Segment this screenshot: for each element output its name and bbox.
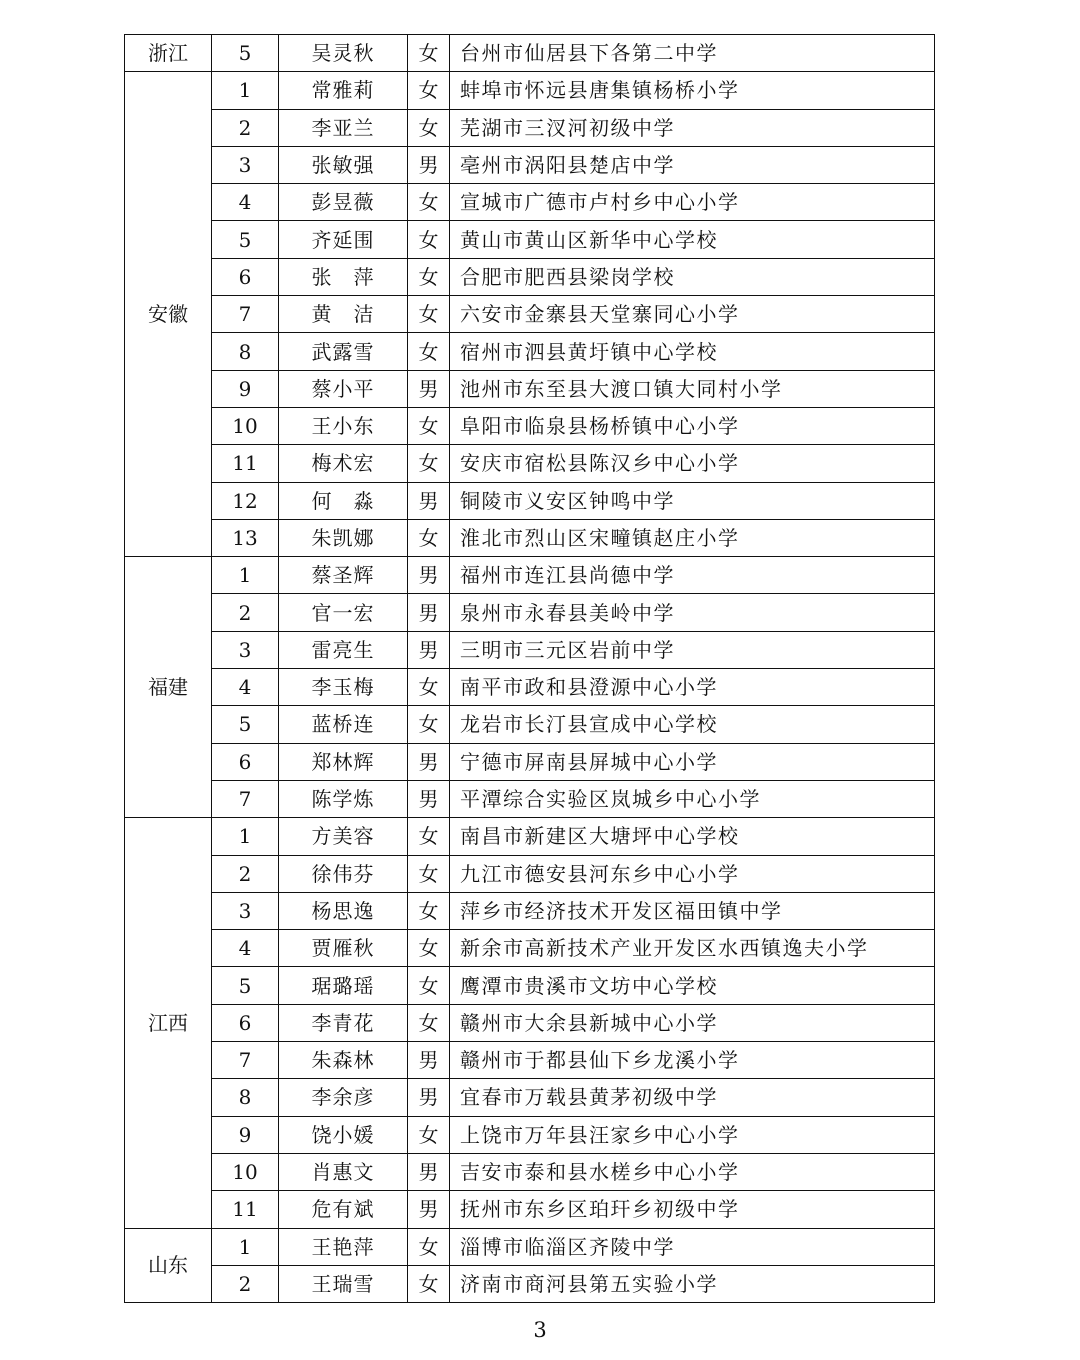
number-cell: 11 — [212, 1191, 279, 1228]
table-row — [125, 930, 935, 967]
sex-cell: 女 — [408, 1116, 450, 1153]
table-row — [125, 780, 935, 817]
table-row — [125, 557, 935, 594]
roster-body — [125, 35, 935, 1303]
number-cell: 1 — [212, 1228, 279, 1265]
page-number: 3 — [533, 1318, 547, 1342]
name-cell: 蓝桥连 — [279, 706, 408, 743]
table-row — [125, 370, 935, 407]
table-row — [125, 818, 935, 855]
sex-cell: 男 — [408, 370, 450, 407]
number-cell: 3 — [212, 892, 279, 929]
sex-cell: 女 — [408, 258, 450, 295]
name-cell: 陈学炼 — [279, 780, 408, 817]
number-cell: 9 — [212, 1116, 279, 1153]
name-cell: 常雅莉 — [279, 72, 408, 109]
school-cell: 宜春市万载县黄茅初级中学 — [450, 1079, 935, 1116]
number-cell: 3 — [212, 631, 279, 668]
sex-cell: 女 — [408, 333, 450, 370]
number-cell: 12 — [212, 482, 279, 519]
school-cell: 六安市金寨县天堂寨同心小学 — [450, 296, 935, 333]
school-cell: 安庆市宿松县陈汉乡中心小学 — [450, 445, 935, 482]
sex-cell: 女 — [408, 1228, 450, 1265]
table-row — [125, 855, 935, 892]
sex-cell: 女 — [408, 892, 450, 929]
sex-cell: 女 — [408, 109, 450, 146]
sex-cell: 男 — [408, 146, 450, 183]
table-row — [125, 184, 935, 221]
name-cell: 王艳萍 — [279, 1228, 408, 1265]
school-cell: 福州市连江县尚德中学 — [450, 557, 935, 594]
sex-cell: 男 — [408, 1042, 450, 1079]
number-cell: 9 — [212, 370, 279, 407]
sex-cell: 男 — [408, 1153, 450, 1190]
number-cell: 6 — [212, 743, 279, 780]
table-row — [125, 892, 935, 929]
table-row — [125, 967, 935, 1004]
province-cell: 福建 — [125, 557, 212, 818]
number-cell: 5 — [212, 967, 279, 1004]
sex-cell: 男 — [408, 1191, 450, 1228]
sex-cell: 男 — [408, 594, 450, 631]
table-row — [125, 706, 935, 743]
number-cell: 7 — [212, 780, 279, 817]
number-cell: 1 — [212, 818, 279, 855]
name-cell: 张敏强 — [279, 146, 408, 183]
table-row — [125, 669, 935, 706]
sex-cell: 女 — [408, 72, 450, 109]
name-cell: 朱凯娜 — [279, 519, 408, 556]
table-row — [125, 594, 935, 631]
school-cell: 济南市商河县第五实验小学 — [450, 1265, 935, 1302]
table-row — [125, 35, 935, 72]
sex-cell: 男 — [408, 482, 450, 519]
name-cell: 郑林辉 — [279, 743, 408, 780]
sex-cell: 男 — [408, 557, 450, 594]
school-cell: 宿州市泗县黄圩镇中心学校 — [450, 333, 935, 370]
table-row — [125, 221, 935, 258]
name-cell: 琚璐瑶 — [279, 967, 408, 1004]
sex-cell: 女 — [408, 967, 450, 1004]
table-row — [125, 407, 935, 444]
name-cell: 李亚兰 — [279, 109, 408, 146]
school-cell: 宣城市广德市卢村乡中心小学 — [450, 184, 935, 221]
school-cell: 九江市德安县河东乡中心小学 — [450, 855, 935, 892]
sex-cell: 女 — [408, 1265, 450, 1302]
number-cell: 5 — [212, 706, 279, 743]
sex-cell: 男 — [408, 631, 450, 668]
school-cell: 萍乡市经济技术开发区福田镇中学 — [450, 892, 935, 929]
table-row — [125, 258, 935, 295]
sex-cell: 女 — [408, 184, 450, 221]
number-cell: 4 — [212, 930, 279, 967]
province-cell: 浙江 — [125, 35, 212, 72]
number-cell: 2 — [212, 594, 279, 631]
sex-cell: 女 — [408, 407, 450, 444]
number-cell: 4 — [212, 184, 279, 221]
school-cell: 阜阳市临泉县杨桥镇中心小学 — [450, 407, 935, 444]
number-cell: 2 — [212, 1265, 279, 1302]
sex-cell: 女 — [408, 818, 450, 855]
number-cell: 2 — [212, 855, 279, 892]
school-cell: 南昌市新建区大塘坪中心学校 — [450, 818, 935, 855]
name-cell: 肖惠文 — [279, 1153, 408, 1190]
school-cell: 三明市三元区岩前中学 — [450, 631, 935, 668]
sex-cell: 女 — [408, 296, 450, 333]
name-cell: 蔡小平 — [279, 370, 408, 407]
number-cell: 10 — [212, 407, 279, 444]
name-cell: 杨思逸 — [279, 892, 408, 929]
sex-cell: 男 — [408, 780, 450, 817]
number-cell: 1 — [212, 557, 279, 594]
sex-cell: 女 — [408, 519, 450, 556]
name-cell: 武露雪 — [279, 333, 408, 370]
school-cell: 台州市仙居县下各第二中学 — [450, 35, 935, 72]
school-cell: 鹰潭市贵溪市文坊中心学校 — [450, 967, 935, 1004]
table-row — [125, 519, 935, 556]
school-cell: 淄博市临淄区齐陵中学 — [450, 1228, 935, 1265]
number-cell: 5 — [212, 221, 279, 258]
name-cell: 李玉梅 — [279, 669, 408, 706]
name-cell: 王小东 — [279, 407, 408, 444]
school-cell: 泉州市永春县美岭中学 — [450, 594, 935, 631]
school-cell: 吉安市泰和县水槎乡中心小学 — [450, 1153, 935, 1190]
number-cell: 8 — [212, 333, 279, 370]
sex-cell: 女 — [408, 35, 450, 72]
school-cell: 宁德市屏南县屏城中心小学 — [450, 743, 935, 780]
table-row — [125, 1004, 935, 1041]
table-row — [125, 1265, 935, 1302]
name-cell: 王瑞雪 — [279, 1265, 408, 1302]
table-row — [125, 72, 935, 109]
table-row — [125, 333, 935, 370]
school-cell: 合肥市肥西县梁岗学校 — [450, 258, 935, 295]
province-cell: 安徽 — [125, 72, 212, 557]
sex-cell: 女 — [408, 706, 450, 743]
school-cell: 亳州市涡阳县楚店中学 — [450, 146, 935, 183]
name-cell: 徐伟芬 — [279, 855, 408, 892]
sex-cell: 女 — [408, 445, 450, 482]
province-cell: 山东 — [125, 1228, 212, 1303]
name-cell: 饶小媛 — [279, 1116, 408, 1153]
table-row — [125, 1116, 935, 1153]
table-row — [125, 1079, 935, 1116]
sex-cell: 男 — [408, 1079, 450, 1116]
name-cell: 李青花 — [279, 1004, 408, 1041]
name-cell: 蔡圣辉 — [279, 557, 408, 594]
table-row — [125, 482, 935, 519]
number-cell: 1 — [212, 72, 279, 109]
number-cell: 2 — [212, 109, 279, 146]
school-cell: 淮北市烈山区宋疃镇赵庄小学 — [450, 519, 935, 556]
sex-cell: 女 — [408, 855, 450, 892]
number-cell: 7 — [212, 1042, 279, 1079]
sex-cell: 女 — [408, 1004, 450, 1041]
name-cell: 张 萍 — [279, 258, 408, 295]
table-row — [125, 296, 935, 333]
roster-table — [124, 34, 935, 1303]
sex-cell: 女 — [408, 221, 450, 258]
table-row — [125, 1228, 935, 1265]
school-cell: 赣州市大余县新城中心小学 — [450, 1004, 935, 1041]
table-row — [125, 1191, 935, 1228]
name-cell: 朱森林 — [279, 1042, 408, 1079]
school-cell: 上饶市万年县汪家乡中心小学 — [450, 1116, 935, 1153]
school-cell: 平潭综合实验区岚城乡中心小学 — [450, 780, 935, 817]
name-cell: 方美容 — [279, 818, 408, 855]
sex-cell: 女 — [408, 669, 450, 706]
number-cell: 13 — [212, 519, 279, 556]
sex-cell: 女 — [408, 930, 450, 967]
table-row — [125, 1042, 935, 1079]
school-cell: 南平市政和县澄源中心小学 — [450, 669, 935, 706]
number-cell: 6 — [212, 1004, 279, 1041]
table-row — [125, 445, 935, 482]
name-cell: 雷亮生 — [279, 631, 408, 668]
school-cell: 赣州市于都县仙下乡龙溪小学 — [450, 1042, 935, 1079]
number-cell: 8 — [212, 1079, 279, 1116]
school-cell: 蚌埠市怀远县唐集镇杨桥小学 — [450, 72, 935, 109]
school-cell: 池州市东至县大渡口镇大同村小学 — [450, 370, 935, 407]
number-cell: 6 — [212, 258, 279, 295]
name-cell: 何 淼 — [279, 482, 408, 519]
name-cell: 黄 洁 — [279, 296, 408, 333]
number-cell: 4 — [212, 669, 279, 706]
number-cell: 10 — [212, 1153, 279, 1190]
school-cell: 新余市高新技术产业开发区水西镇逸夫小学 — [450, 930, 935, 967]
table-row — [125, 109, 935, 146]
table-row — [125, 1153, 935, 1190]
name-cell: 吴灵秋 — [279, 35, 408, 72]
school-cell: 抚州市东乡区珀玕乡初级中学 — [450, 1191, 935, 1228]
sex-cell: 男 — [408, 743, 450, 780]
name-cell: 齐延围 — [279, 221, 408, 258]
school-cell: 铜陵市义安区钟鸣中学 — [450, 482, 935, 519]
name-cell: 李余彦 — [279, 1079, 408, 1116]
province-cell: 江西 — [125, 818, 212, 1228]
school-cell: 芜湖市三汊河初级中学 — [450, 109, 935, 146]
number-cell: 11 — [212, 445, 279, 482]
name-cell: 危有斌 — [279, 1191, 408, 1228]
number-cell: 5 — [212, 35, 279, 72]
name-cell: 彭昱薇 — [279, 184, 408, 221]
name-cell: 贾雁秋 — [279, 930, 408, 967]
number-cell: 3 — [212, 146, 279, 183]
table-row — [125, 146, 935, 183]
name-cell: 官一宏 — [279, 594, 408, 631]
table-row — [125, 631, 935, 668]
table-row — [125, 743, 935, 780]
school-cell: 龙岩市长汀县宣成中心学校 — [450, 706, 935, 743]
school-cell: 黄山市黄山区新华中心学校 — [450, 221, 935, 258]
name-cell: 梅术宏 — [279, 445, 408, 482]
number-cell: 7 — [212, 296, 279, 333]
